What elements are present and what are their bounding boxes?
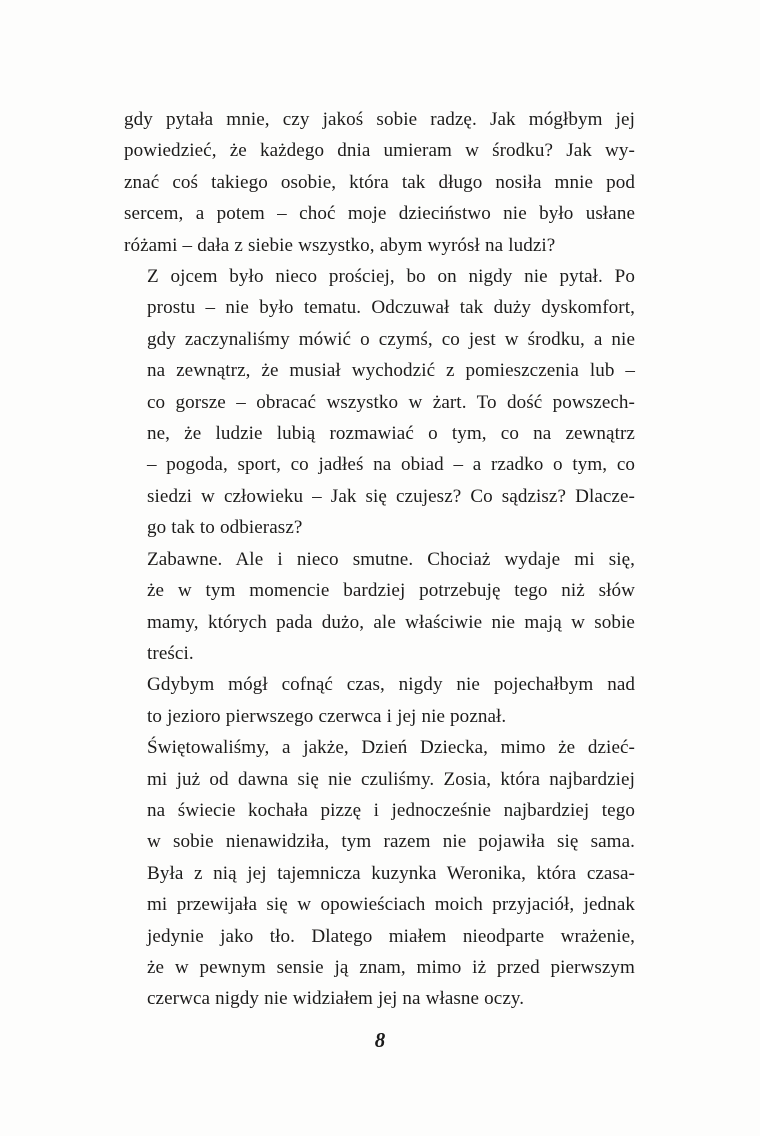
text-line: że w tym momencie bardziej potrzebuję tego niż słów xyxy=(147,580,635,602)
text-line: prostu – nie było tematu. Odczuwał tak duży dyskomfort, xyxy=(147,297,635,319)
text-line: to jezioro pierwszego czerwca i jej nie poznał. xyxy=(147,705,507,727)
text-line: mi przewijała się w opowieściach moich przyjaciół, jednak xyxy=(147,894,635,916)
paragraph xyxy=(124,669,635,732)
text-line: czerwca nigdy nie widziałem jej na własne oczy. xyxy=(147,988,525,1010)
text-line: gdy zaczynaliśmy mówić o czymś, co jest w środku, a nie xyxy=(147,328,635,350)
text-line: go tak to odbierasz? xyxy=(147,517,303,539)
page-number: 8 xyxy=(374,1028,386,1052)
text-line: co gorsze – obracać wszystko w żart. To dość powszech- xyxy=(147,391,635,413)
text-line: na świecie kochała pizzę i jednocześnie najbardziej tego xyxy=(147,799,635,821)
text-line: mi już od dawna się nie czuliśmy. Zosia, która najbardziej xyxy=(147,768,635,790)
paragraph xyxy=(124,732,635,1015)
text-line: że w pewnym sensie ją znam, mimo iż przed pierwszym xyxy=(147,956,635,978)
text-line: gdy pytała mnie, czy jakoś sobie radzę. Jak mógłbym jej xyxy=(124,109,635,130)
paragraph xyxy=(124,544,635,670)
text-line: na zewnątrz, że musiał wychodzić z pomieszczenia lub – xyxy=(147,360,635,382)
text-line: różami – dała z siebie wszystko, abym wyrósł na ludzi? xyxy=(124,234,556,256)
paragraph xyxy=(124,261,635,544)
text-line: mamy, których pada dużo, ale właściwie nie mają w sobie xyxy=(147,611,635,633)
text-line: znać coś takiego osobie, która tak długo nosiła mnie pod xyxy=(124,171,635,193)
text-line: treści. xyxy=(147,642,194,664)
text-line: Świętowaliśmy, a jakże, Dzień Dziecka, mimo że dzieć- xyxy=(147,737,635,759)
text-line: Była z nią jej tajemnicza kuzynka Weronika, która czasa- xyxy=(147,862,635,884)
text-line: Zabawne. Ale i nieco smutne. Chociaż wydaje mi się, xyxy=(147,548,635,570)
text-line: ne, że ludzie lubią rozmawiać o tym, co na zewnątrz xyxy=(147,423,635,445)
text-line: w sobie nienawidziła, tym razem nie pojawiła się sama. xyxy=(147,831,635,853)
text-line: – pogoda, sport, co jadłeś na obiad – a rzadko o tym, co xyxy=(147,454,635,476)
text-line: jedynie jako tło. Dlatego miałem nieodparte wrażenie, xyxy=(147,925,635,947)
text-line: siedzi w człowieku – Jak się czujesz? Co sądzisz? Dlacze- xyxy=(147,485,635,507)
text-line: Z ojcem było nieco prościej, bo on nigdy nie pytał. Po xyxy=(147,266,635,288)
text-line: Gdybym mógł cofnąć czas, nigdy nie pojechałbym nad xyxy=(147,674,635,696)
text-line: sercem, a potem – choć moje dzieciństwo nie było usłane xyxy=(124,203,635,225)
paragraph xyxy=(124,104,635,261)
page-text-block xyxy=(124,104,635,1015)
text-line: powiedzieć, że każdego dnia umieram w środku? Jak wy- xyxy=(124,140,635,162)
